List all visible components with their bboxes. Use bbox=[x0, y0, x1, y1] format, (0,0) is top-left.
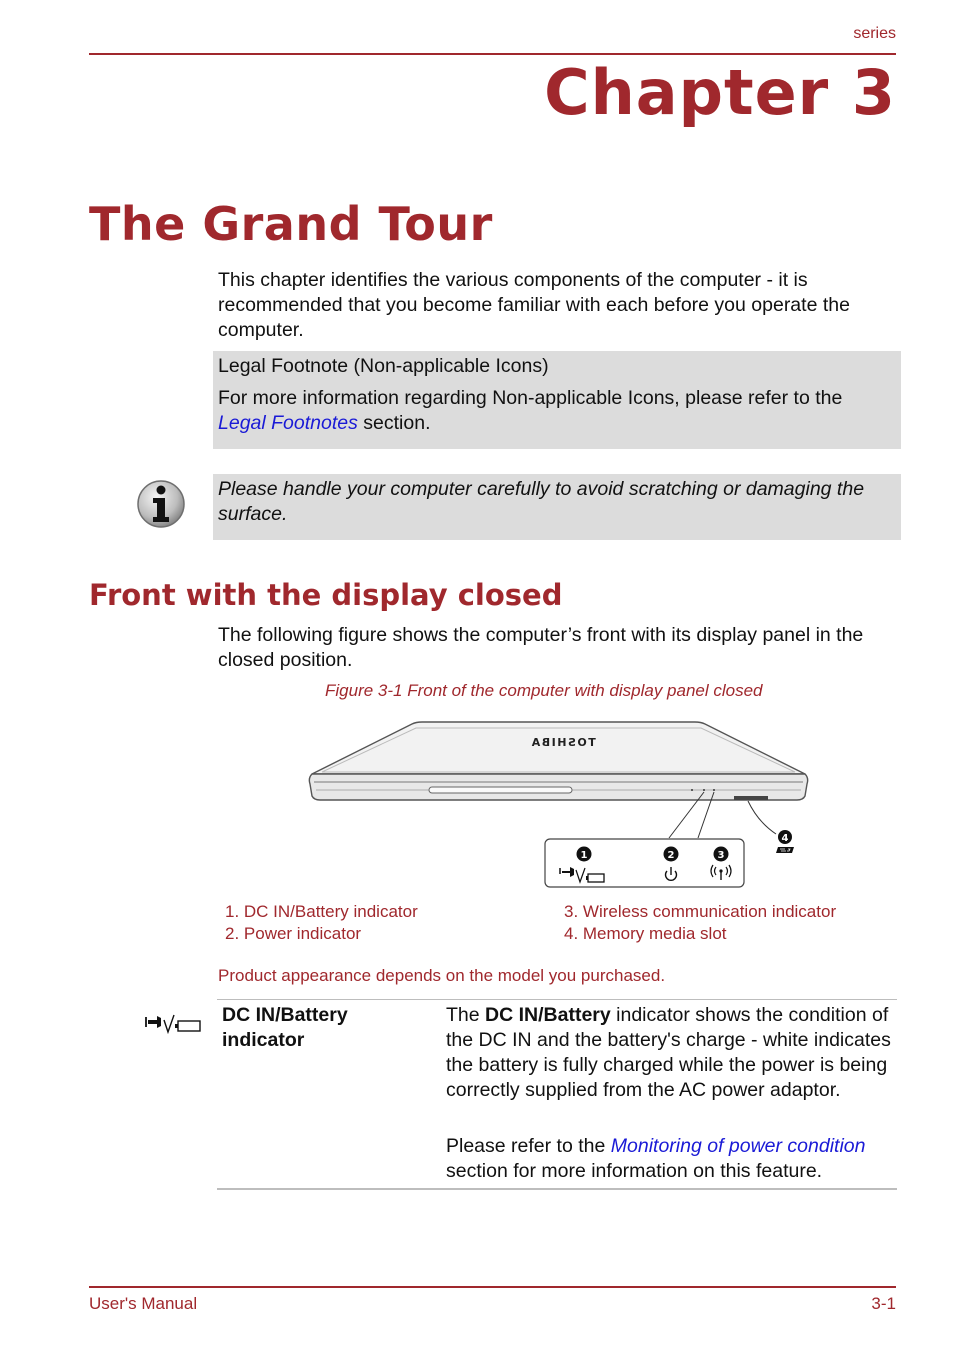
refer-post: section for more information on this feature. bbox=[446, 1160, 823, 1182]
callout-number-4: 4 bbox=[781, 833, 789, 844]
memory-slot bbox=[734, 796, 768, 800]
desc-bold: DC IN/Battery bbox=[485, 1004, 611, 1026]
callout-number-3: 3 bbox=[717, 850, 725, 861]
desc-post: indicator shows the condition of the DC IN and the battery's charge - white indicates the battery is fully charged while the power is being correctly supplied from the AC power adaptor. bbox=[446, 1004, 891, 1101]
sd-card-icon bbox=[776, 847, 794, 853]
refer-pre: Please refer to the bbox=[446, 1135, 606, 1157]
appearance-note: Product appearance depends on the model you purchased. bbox=[218, 966, 666, 985]
table-row-label bbox=[222, 1003, 432, 1053]
header-series: series bbox=[853, 25, 896, 42]
callout-number-2: 2 bbox=[667, 850, 675, 861]
figure-caption: Figure 3-1 Front of the computer with display panel closed bbox=[325, 681, 763, 700]
laptop-front-figure bbox=[300, 712, 820, 894]
legend-item-memory-slot: 4. Memory media slot bbox=[564, 924, 727, 943]
desc-pre: The bbox=[446, 1004, 480, 1026]
table-row-description bbox=[446, 1003, 891, 1103]
legend-right bbox=[564, 901, 836, 945]
legend-left bbox=[225, 901, 418, 945]
page-title: The Grand Tour bbox=[89, 197, 493, 251]
info-note-box bbox=[213, 474, 901, 540]
indicator-dot bbox=[713, 789, 715, 791]
legend-item-wireless: 3. Wireless communication indicator bbox=[564, 902, 837, 921]
indicator-dot bbox=[691, 789, 693, 791]
footer-manual-title: User's Manual bbox=[89, 1294, 198, 1313]
section-title: Front with the display closed bbox=[89, 578, 563, 612]
callout-number-1: 1 bbox=[580, 850, 588, 861]
legal-footnotes-link[interactable]: Legal Footnotes bbox=[218, 412, 358, 434]
information-icon bbox=[136, 479, 186, 529]
footer-rule bbox=[89, 1286, 896, 1288]
section-intro: The following figure shows the computer’s front with its display panel in the closed position. bbox=[218, 624, 864, 671]
front-latch bbox=[429, 787, 572, 793]
legal-footnote-box bbox=[213, 351, 901, 449]
monitoring-power-condition-link[interactable]: Monitoring of power condition bbox=[610, 1135, 866, 1157]
legal-footnote-heading: Legal Footnote (Non-applicable Icons) bbox=[218, 355, 549, 377]
label-line-2: indicator bbox=[222, 1029, 305, 1051]
info-note-text: Please handle your computer carefully to avoid scratching or damaging the surface. bbox=[218, 478, 865, 525]
legal-footnote-text-after: section. bbox=[363, 412, 431, 434]
chapter-title: Chapter 3 bbox=[544, 56, 896, 129]
dc-in-battery-icon bbox=[145, 1012, 203, 1034]
table-row-reference bbox=[446, 1134, 896, 1184]
indicator-detail-panel bbox=[545, 839, 744, 887]
label-line-1: DC IN/Battery bbox=[222, 1004, 348, 1026]
table-bottom-rule bbox=[217, 1188, 897, 1190]
legend-item-power: 2. Power indicator bbox=[225, 924, 362, 943]
indicator-dot bbox=[703, 789, 705, 791]
footer-page-number: 3-1 bbox=[871, 1294, 896, 1313]
legend-item-dc-in: 1. DC IN/Battery indicator bbox=[225, 902, 418, 921]
header-rule bbox=[89, 53, 896, 55]
intro-paragraph: This chapter identifies the various components of the computer - it is recommended that you become familiar with each before you operate the computer. bbox=[218, 269, 850, 341]
legal-footnote-text-before: For more information regarding Non-applicable Icons, please refer to the bbox=[218, 387, 843, 409]
table-top-rule bbox=[217, 999, 897, 1000]
legal-footnote-text bbox=[218, 386, 888, 436]
callout-line-4 bbox=[748, 801, 776, 834]
toshiba-logo: TOSHIBA bbox=[530, 736, 596, 749]
